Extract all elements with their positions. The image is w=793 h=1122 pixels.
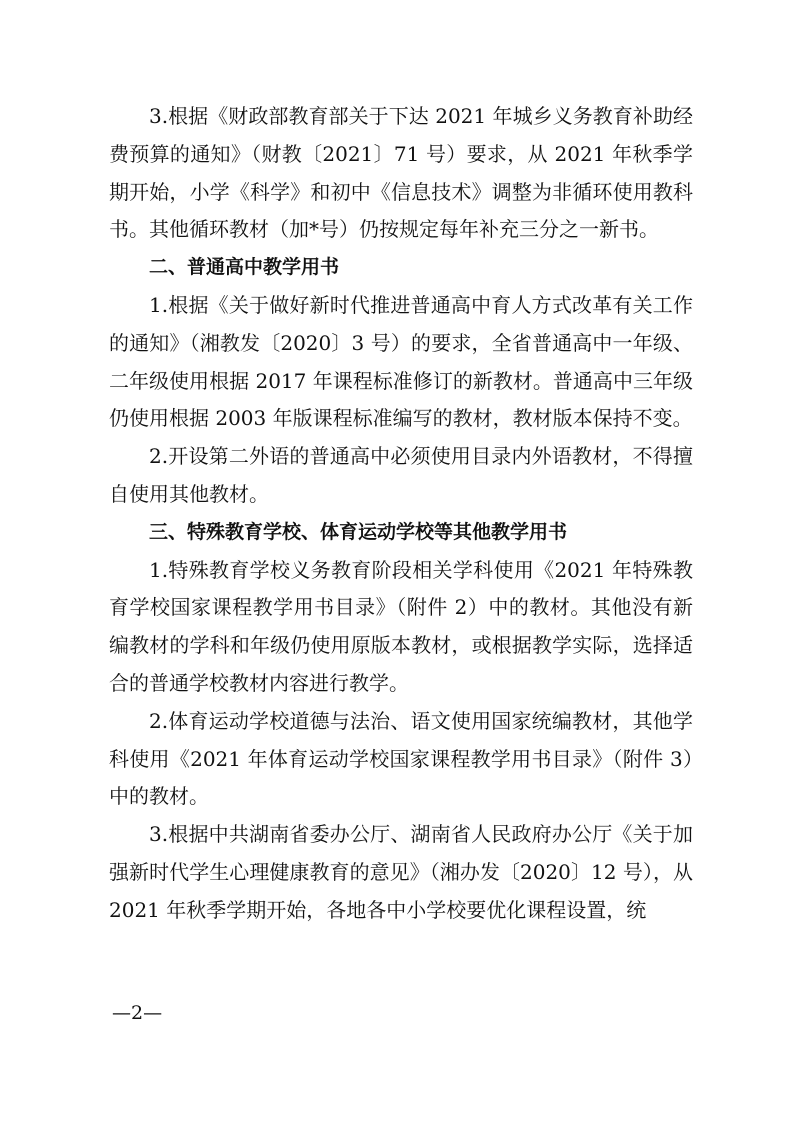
heading-general-high-school: 二、普通高中教学用书 — [149, 256, 340, 279]
page-number: —2— — [112, 1002, 163, 1024]
paragraph-section3-item1: 1.特殊教育学校义务教育阶段相关学科使用《2021 年特殊教育学校国家课程教学用书目录》（附件 2）中的教材。其他没有新编教材的学科和年级仍使用原版本教材，或根据教学实际，选择适合的普通学校教材内容进行教学。 — [109, 557, 693, 695]
paragraph-section1-item3: 3.根据《财政部教育部关于下达 2021 年城乡义务教育补助经费预算的通知》（财教〔2021〕71 号）要求，从 2021 年秋季学期开始，小学《科学》和初中《信息技术》调整为非循环使用教科书。其他循环教材（加*号）仍按规定每年补充三分之一新书。 — [109, 104, 693, 242]
document-body — [109, 98, 693, 930]
heading-special-education: 三、特殊教育学校、体育运动学校等其他教学用书 — [149, 520, 568, 543]
paragraph-section3-item2: 2.体育运动学校道德与法治、语文使用国家统编教材，其他学科使用《2021 年体育运动学校国家课程教学用书目录》（附件 3）中的教材。 — [109, 708, 693, 809]
paragraph-section3-item3: 3.根据中共湖南省委办公厅、湖南省人民政府办公厅《关于加强新时代学生心理健康教育的意见》（湘办发〔2020〕12 号），从 2021 年秋季学期开始，各地各中小学校要优化课程设置，统 — [109, 822, 693, 922]
paragraph-section2-item2: 2.开设第二外语的普通高中必须使用目录内外语教材，不得擅自使用其他教材。 — [109, 444, 693, 506]
paragraph-section2-item1: 1.根据《关于做好新时代推进普通高中育人方式改革有关工作的通知》（湘教发〔2020〕3 号）的要求，全省普通高中一年级、二年级使用根据 2017 年课程标准修订的新教材。普通高中三年级仍使用根据 2003 年版课程标准编写的教材，教材版本保持不变。 — [109, 292, 693, 431]
